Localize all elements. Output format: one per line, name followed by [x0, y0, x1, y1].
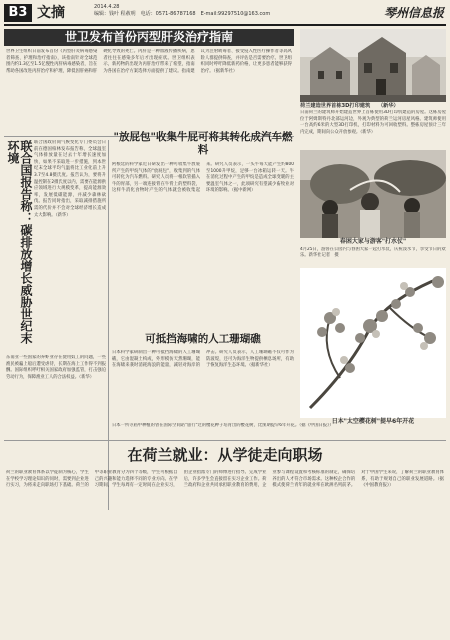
fart-bag-title: "放屁包"收集牛屁可将其转化成汽车燃料 [113, 131, 293, 156]
article-title-who: 世卫发布首份丙型肝炎治疗指南 [4, 29, 294, 46]
article-title-carbon: 联合国报告称：碳排放增长威胁世纪末环境 [6, 140, 33, 344]
caption-sakura: 日本"太空樱花树"提早6年开花 [331, 418, 415, 425]
section-number: B3 [4, 4, 32, 22]
photo-sakura [300, 268, 446, 418]
caption-water-festival: 春困大家与游客"打水仗" [339, 238, 407, 245]
caption-body-water-festival: 4月25日，游客在公园内与春困大家一起打水仗，庆祝泼水节，享受节日的欢乐。新华社记者 摄 [300, 247, 446, 258]
photo-water-festival [300, 150, 446, 238]
article-title-coral: 可抵挡海啸的人工珊瑚礁 [145, 333, 261, 345]
editor-contact: 编辑：钱叶 程赦明 电话：0571-86787168 E-mail:99297510@163.com [94, 11, 271, 17]
article-body-who: 世界卫生组织日前发布首份《丙型肝炎病毒感染者筛查、护理和治疗指南》，该指南针对全球范围内约1.3亿至1.5亿慢性丙肝病毒感染者，旨在帮助各国改进丙肝治疗和护理，降低因肝癌和肝硬化导致的死亡。丙肝是一种血液传播疾病，患者往往在感染多年后才出现症状。世卫组织表示，新药物的出现为丙肝治疗带来了希望，指南为各国在治疗方案选择方面提供了建议。指南建议为注射吸毒者、接受侵入性医疗操作者等高风险人群提供筛查，并评估是否需要治疗。世卫组织同时呼吁降低新药价格，让更多患者能够获得治疗。（据新华社） [6, 49, 292, 74]
issue-date: 2014.4.28 [94, 4, 120, 10]
article-body-netherlands-job: 荷兰的职业教育体系以学徒制为核心，学生在学校学习理论知识的同时，需要到企业进行实习，为将来走向职场打下基础。荷兰的中等职业教育分为四个等级，学生可根据自己的兴趣和能力选择不同的专业方向。在学习期间，学生每周有一定时间在企业实习，由企业指派专门的师傅进行指导。完成学业后，许多学生会直接留在实习企业工作。荷兰政府和企业共同承担职业教育的费用，企业参与课程设置和考核标准的制定，确保培养出的人才符合市场需求。这种校企合作的模式使荷兰青年的就业率在欧洲名列前茅。对于中国学生来说，了解荷兰的职业教育体系，有助于规划自己的职业发展道路。（据《中国教育报》） [6, 470, 444, 489]
article-body-3d-house: 日前荷兰的建筑师开始建造世界上首栋使用3D打印机建造的房屋。这栋房屋位于阿姆斯特丹北部运河边，外观为典型的荷兰运河房屋风格。建筑师使用一台高约6米的大型3D打印机，打印材料为可回收塑料。整栋房屋预计三年内完成，期间向公众开放参观。（新华） [300, 110, 446, 135]
article-title-netherlands-job: 在荷兰就业：从学徒走向职场 [127, 446, 323, 464]
header-rule [4, 24, 446, 26]
article-body-carbon: 联合国政府间气候变化专门委员会日前在德国柏林发布报告称，全球温室气体排放量在过去十年增长速度加快，如果不采取进一步措施，到本世纪末全球平均气温将比工业化前上升3.7至4.8摄氏度。报告认为，要将升温控制在2摄氏度以内，需要在能源供应领域进行大规模变革，提高能源效率，发展低碳能源，并减少森林砍伐。报告同时指出，采取减排措施所需的代价并不会对全球经济增长造成太大影响。（新华） [34, 140, 106, 218]
divider [4, 440, 446, 441]
paper-name: 琴州信息报 [383, 6, 444, 20]
article-body-lower-left: 东南亚一些国家的养虾业存在使用奴工的问题，一些渔民被骗上船后遭受虐待，长期在海上工作得不到报酬。国际组织呼吁相关国家政府加强监管，打击强迫劳动行为，保障渔业工人的合法权益。（新华） [6, 355, 106, 380]
article-body-coral: 日本科学家研制出一种可抵挡海啸的人工珊瑚礁，它由混凝土构成，外形模仿天然珊瑚，能在海啸来袭时消耗海浪的能量，减轻对海岸的冲击。研究人员表示，人工珊瑚礁不仅可作为防波堤，还可为海洋生物提供栖息场所，有助于恢复海洋生态环境。（据新华社） [112, 350, 294, 369]
section-name: 文摘 [37, 5, 65, 21]
editor-line [94, 4, 324, 18]
masthead [4, 4, 446, 24]
caption-3d-house: 荷兰建造世界首栋3D打印建筑 （新华） [300, 103, 399, 109]
caption-body-sakura: 日本一所寺庙中种植的曾在国际空间站"旅行"过的樱花种子培育出的樱花树，比预期提早6年开花。（据《中国日报》） [112, 423, 334, 428]
article-title-fart-bag [112, 131, 294, 157]
photo-3d-house [300, 29, 446, 102]
article-body-fart-bag: 阿根廷的科学家近日研发出一种可收集牛放屁所产生的甲烷气体的"放屁包"，收集到的气体可转化为汽车燃料。研究人员将一根软管插入牛的胃部，另一端连接背在牛背上的塑料袋，这样牛消化食物时产生的气体就会被收集起来。研究人员表示，一头牛每天能产生约800至1000升甲烷，足够一台冰箱运转一天。牛在消化过程中产生的甲烷是造成全球变暖的主要温室气体之一，此项研究有望减少畜牧业对环境的影响。（据中新网） [112, 162, 294, 194]
